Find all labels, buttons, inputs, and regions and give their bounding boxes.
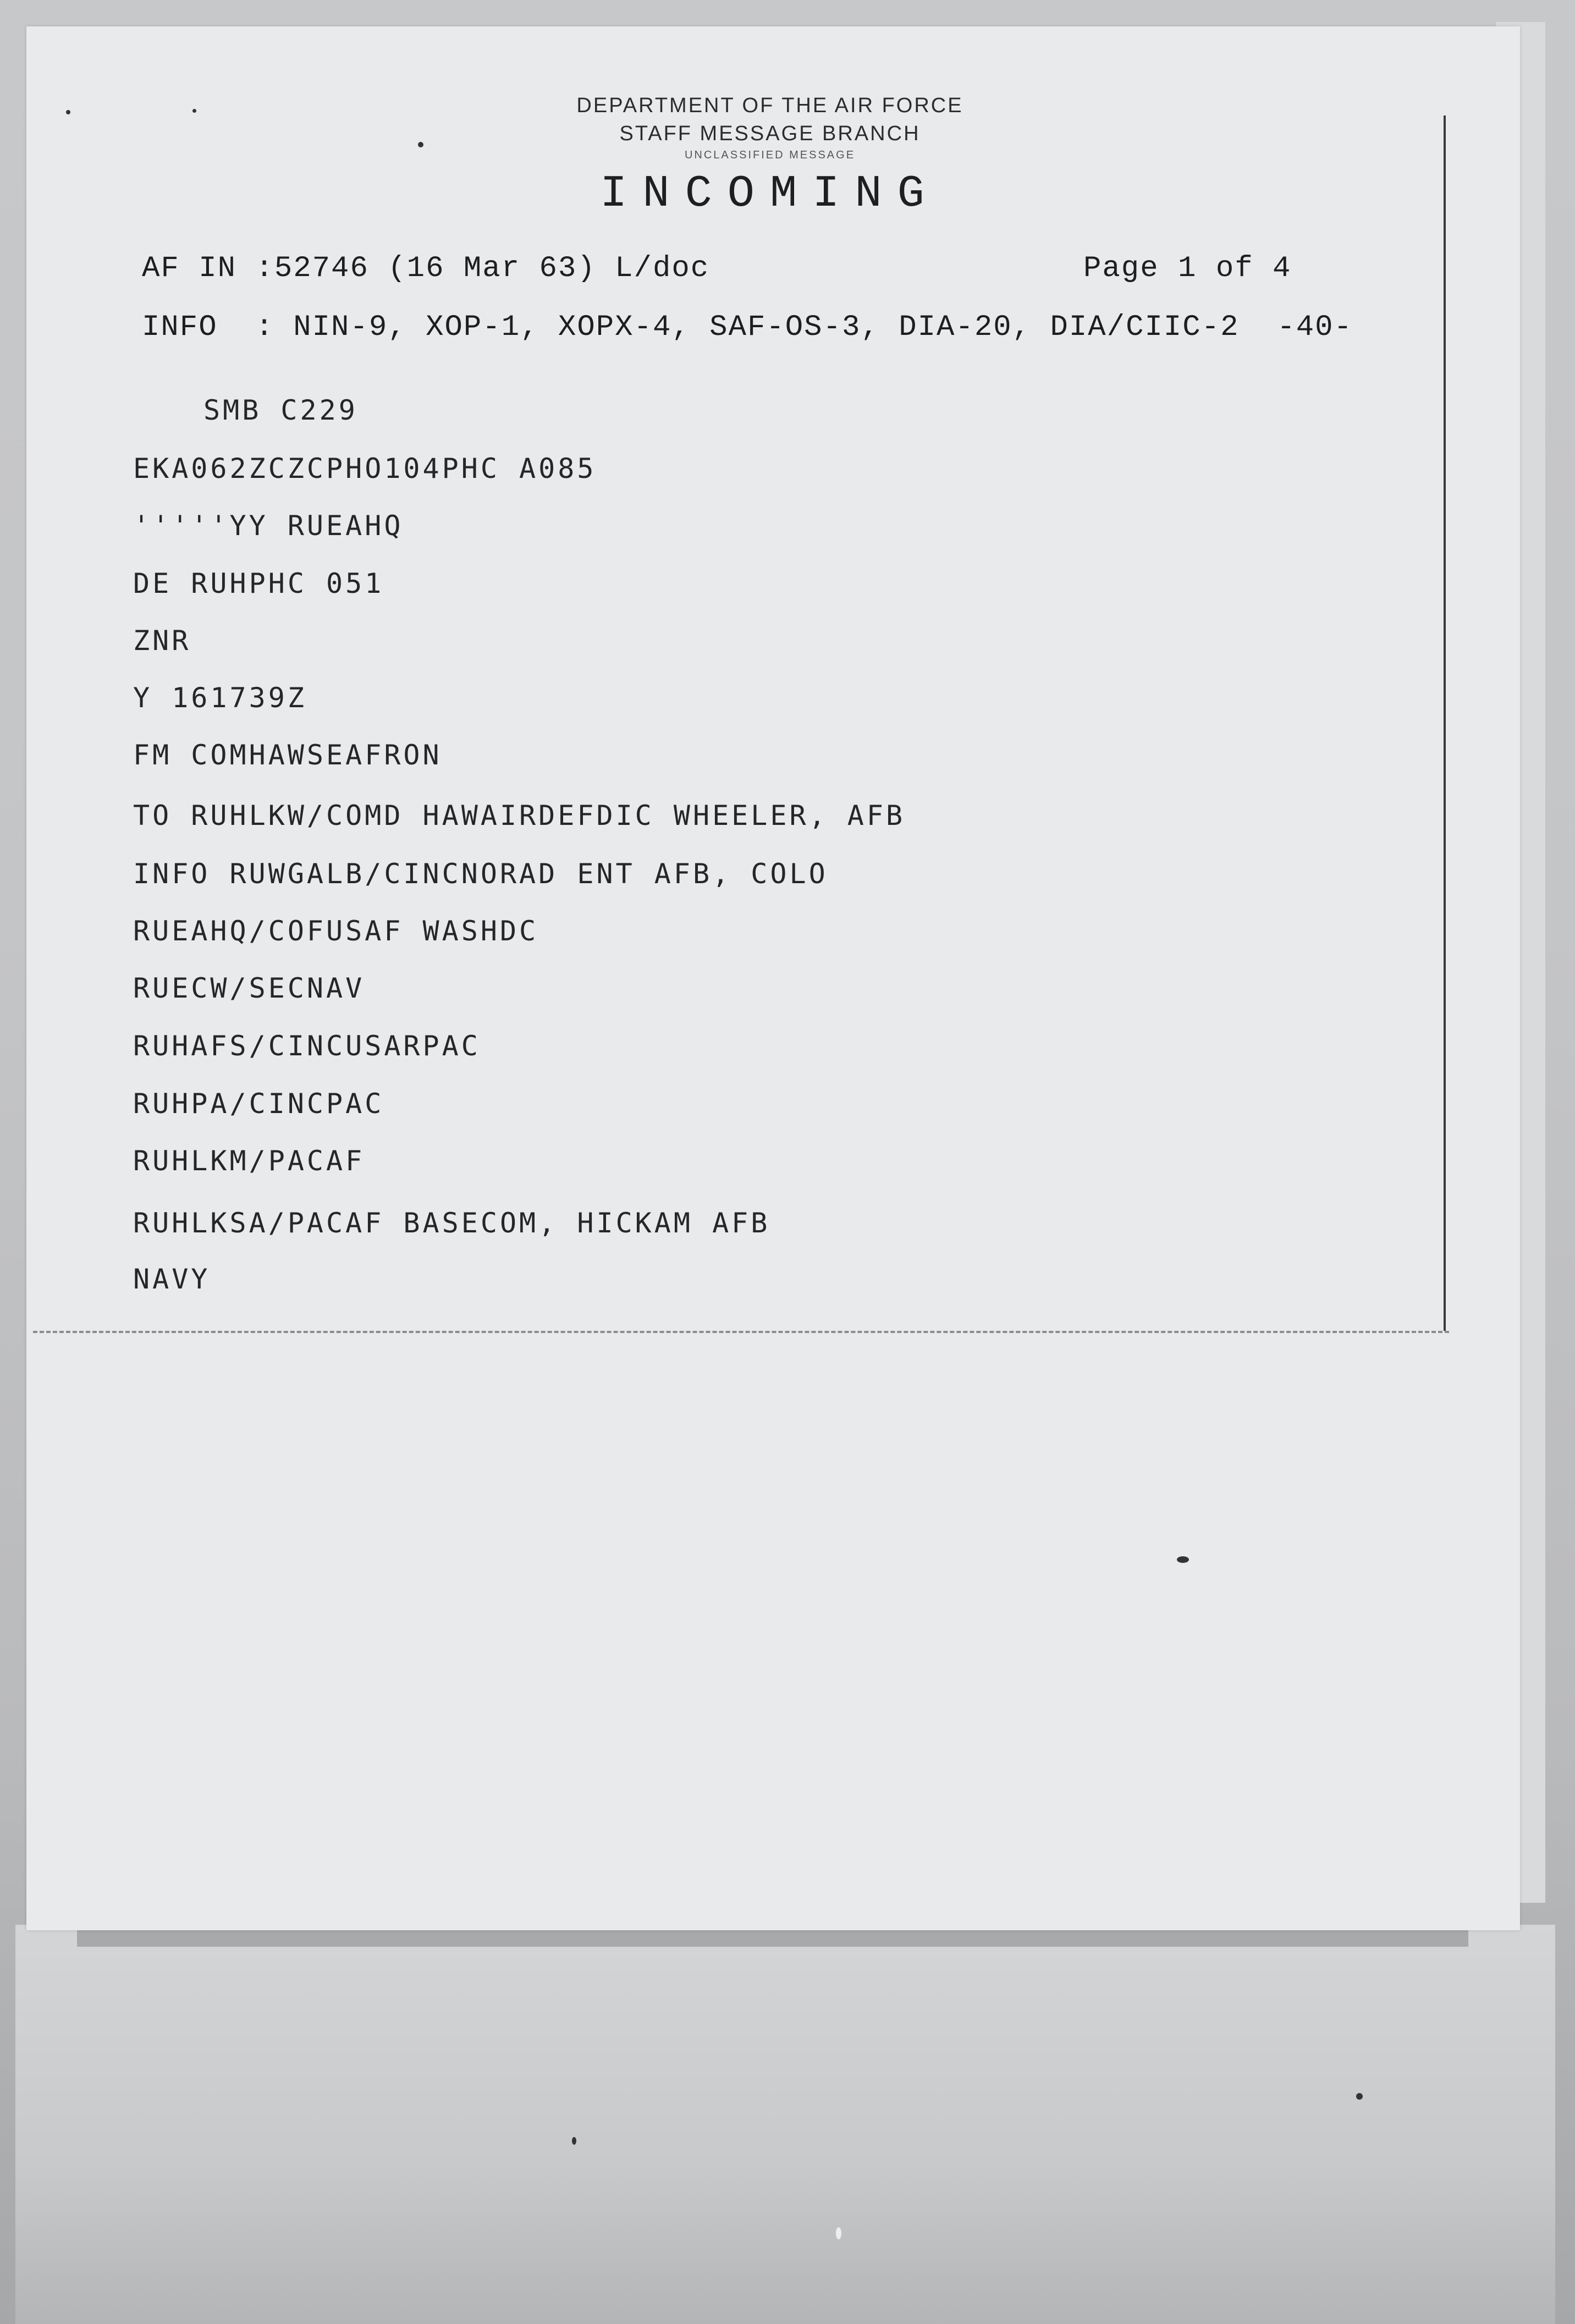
message-type-title: INCOMING: [600, 168, 940, 219]
form-edge-line: [1444, 115, 1446, 1331]
message-line: RUECW/SECNAV: [133, 972, 365, 1004]
scan-speck: [836, 2227, 841, 2239]
form-header: [550, 91, 990, 224]
message-line: RUHPA/CINCPAC: [133, 1088, 384, 1120]
fold-line: [33, 1331, 1449, 1333]
message-line: TO RUHLKW/COMD HAWAIRDEFDIC WHEELER, AFB: [133, 800, 906, 831]
message-line: RUEAHQ/COFUSAF WASHDC: [133, 915, 539, 947]
message-line: EKA062ZCZCPHO104PHC A085: [133, 453, 597, 484]
department-title: DEPARTMENT OF THE AIR FORCE: [576, 94, 963, 117]
scan-speck: [1177, 1556, 1189, 1563]
message-line: FM COMHAWSEAFRON: [133, 739, 442, 771]
classification-label: UNCLASSIFIED MESSAGE: [684, 149, 856, 161]
message-line: '''''YY RUEAHQ: [133, 510, 404, 542]
message-line: INFO RUWGALB/CINCNORAD ENT AFB, COLO: [133, 858, 828, 890]
message-line: DE RUHPHC 051: [133, 568, 384, 599]
scan-speck: [572, 2137, 576, 2145]
info-distribution: INFO : NIN-9, XOP-1, XOPX-4, SAF-OS-3, DIA-20, DIA/CIIC-2 -40-: [142, 311, 1353, 344]
underlying-sheet: [15, 1925, 1555, 2324]
message-line: NAVY: [133, 1263, 211, 1295]
page-number: Page 1 of 4: [1083, 252, 1292, 285]
scan-speck: [418, 142, 423, 147]
message-line: SMB C229: [203, 394, 358, 426]
message-line: Y 161739Z: [133, 682, 307, 714]
message-line: ZNR: [133, 625, 191, 657]
scan-speck: [1356, 2093, 1363, 2100]
scan-speck: [192, 109, 196, 113]
message-line: RUHLKM/PACAF: [133, 1145, 365, 1177]
message-line: RUHAFS/CINCUSARPAC: [133, 1030, 481, 1062]
scan-speck: [66, 110, 70, 114]
message-line: RUHLKSA/PACAF BASECOM, HICKAM AFB: [133, 1207, 770, 1239]
af-in-reference: AF IN :52746 (16 Mar 63) L/doc: [142, 252, 710, 285]
branch-title: STAFF MESSAGE BRANCH: [619, 122, 921, 145]
